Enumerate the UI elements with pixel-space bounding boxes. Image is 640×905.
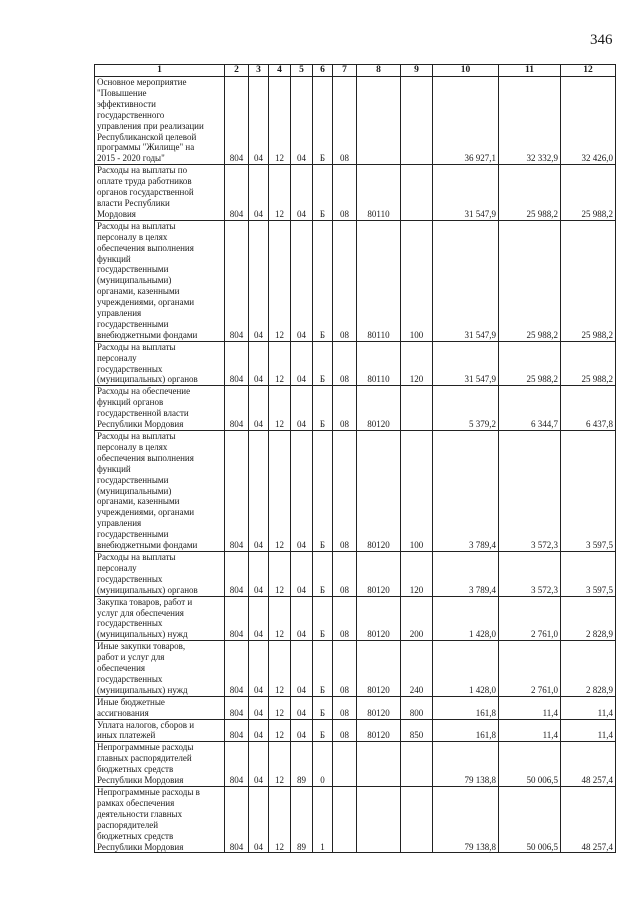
amount-cell-12: 11,4 xyxy=(561,696,616,719)
expense-item-name-line: государственных xyxy=(97,673,163,684)
amount-cell-12: 2 828,9 xyxy=(561,641,616,697)
code-cell-7: 08 xyxy=(333,341,357,386)
expense-item-name-line: учреждениями, органами xyxy=(97,507,195,518)
table-row xyxy=(95,787,616,853)
code-cell-2: 804 xyxy=(225,220,249,341)
expense-item-name-line: бюджетных средств xyxy=(97,830,174,841)
expense-item-name-line: (муниципальных) органов xyxy=(97,374,198,385)
code-cell-7: 08 xyxy=(333,596,357,641)
table-row xyxy=(95,719,616,742)
table-row xyxy=(95,551,616,596)
table-row xyxy=(95,742,616,787)
code-cell-6: Б xyxy=(313,719,333,742)
expense-item-name-line: Республики Мордовия xyxy=(97,419,184,430)
column-header-5: 5 xyxy=(291,65,313,77)
code-cell-5: 04 xyxy=(291,719,313,742)
code-cell-4: 12 xyxy=(269,787,291,853)
amount-cell-11: 6 344,7 xyxy=(499,386,561,431)
amount-cell-11: 50 006,5 xyxy=(499,787,561,853)
amount-cell-11: 3 572,3 xyxy=(499,431,561,552)
table-row xyxy=(95,77,616,165)
amount-cell-11: 2 761,0 xyxy=(499,596,561,641)
table-row xyxy=(95,696,616,719)
code-cell-8: 80110 xyxy=(357,220,401,341)
expense-item-name-line: государственных xyxy=(97,618,163,629)
code-cell-4: 12 xyxy=(269,77,291,165)
amount-cell-12: 3 597,5 xyxy=(561,431,616,552)
code-cell-8: 80120 xyxy=(357,719,401,742)
expense-item-name xyxy=(95,220,225,341)
code-cell-2: 804 xyxy=(225,696,249,719)
code-cell-8: 80120 xyxy=(357,641,401,697)
amount-cell-11: 11,4 xyxy=(499,719,561,742)
code-cell-7 xyxy=(333,787,357,853)
expense-item-name xyxy=(95,719,225,742)
expense-item-name-line: ассигнования xyxy=(97,707,149,718)
amount-cell-10: 31 547,9 xyxy=(433,165,499,221)
amount-cell-11: 25 988,2 xyxy=(499,341,561,386)
expense-item-name-line: функций xyxy=(97,463,131,474)
code-cell-7: 08 xyxy=(333,165,357,221)
expense-item-name-line: эффективности xyxy=(97,98,156,109)
expense-item-name-line: иных платежей xyxy=(97,730,156,741)
code-cell-5: 04 xyxy=(291,386,313,431)
expense-item-name-line: распорядителей xyxy=(97,819,159,830)
code-cell-9: 100 xyxy=(401,220,433,341)
table-row xyxy=(95,165,616,221)
code-cell-8: 80120 xyxy=(357,386,401,431)
expense-item-name-line: главных распорядителей xyxy=(97,753,192,764)
code-cell-9 xyxy=(401,77,433,165)
expense-item-name-line: органов государственной xyxy=(97,187,194,198)
expense-item-name-line: (муниципальными) xyxy=(97,275,172,286)
code-cell-4: 12 xyxy=(269,165,291,221)
code-cell-8: 80110 xyxy=(357,165,401,221)
expense-item-name-line: персоналу xyxy=(97,352,137,363)
code-cell-3: 04 xyxy=(249,551,269,596)
table-row xyxy=(95,596,616,641)
column-header-1: 1 xyxy=(95,65,225,77)
code-cell-6: Б xyxy=(313,386,333,431)
amount-cell-10: 31 547,9 xyxy=(433,220,499,341)
code-cell-3: 04 xyxy=(249,787,269,853)
code-cell-3: 04 xyxy=(249,742,269,787)
expense-item-name-line: 2015 - 2020 годы" xyxy=(97,153,165,164)
code-cell-7: 08 xyxy=(333,431,357,552)
amount-cell-10: 1 428,0 xyxy=(433,596,499,641)
code-cell-8: 80120 xyxy=(357,551,401,596)
expense-item-name-line: услуг для обеспечения xyxy=(97,607,184,618)
expense-item-name-line: Закупка товаров, работ и xyxy=(97,596,193,607)
expense-item-name xyxy=(95,551,225,596)
expense-item-name-line: (муниципальных) нужд xyxy=(97,684,188,695)
code-cell-4: 12 xyxy=(269,341,291,386)
page-number: 346 xyxy=(590,32,613,48)
code-cell-2: 804 xyxy=(225,596,249,641)
code-cell-3: 04 xyxy=(249,77,269,165)
column-header-9: 9 xyxy=(401,65,433,77)
expense-item-name-line: обеспечения xyxy=(97,663,146,674)
code-cell-7: 08 xyxy=(333,551,357,596)
expense-item-name xyxy=(95,787,225,853)
amount-cell-10: 1 428,0 xyxy=(433,641,499,697)
code-cell-6: 0 xyxy=(313,742,333,787)
amount-cell-12: 48 257,4 xyxy=(561,787,616,853)
code-cell-8 xyxy=(357,742,401,787)
code-cell-4: 12 xyxy=(269,551,291,596)
code-cell-2: 804 xyxy=(225,165,249,221)
code-cell-9: 100 xyxy=(401,431,433,552)
expense-item-name xyxy=(95,77,225,165)
expense-item-name xyxy=(95,341,225,386)
amount-cell-10: 5 379,2 xyxy=(433,386,499,431)
code-cell-9: 800 xyxy=(401,696,433,719)
code-cell-8 xyxy=(357,787,401,853)
table-row xyxy=(95,341,616,386)
expense-item-name-line: управления xyxy=(97,308,142,319)
expense-item-name-line: функций xyxy=(97,253,131,264)
code-cell-4: 12 xyxy=(269,719,291,742)
expense-item-name-line: органами, казенными xyxy=(97,496,180,507)
expense-item-name-line: бюджетных средств xyxy=(97,764,174,775)
expense-item-name-line: деятельности главных xyxy=(97,808,183,819)
expense-item-name-line: персоналу в целях xyxy=(97,231,168,242)
budget-table xyxy=(94,64,616,853)
expense-item-name-line: Республиканской целевой xyxy=(97,131,197,142)
expense-item-name-line: государственного xyxy=(97,109,165,120)
code-cell-9: 200 xyxy=(401,596,433,641)
expense-item-name-line: государственной власти xyxy=(97,408,189,419)
expense-item-name xyxy=(95,641,225,697)
expense-item-name-line: государственными xyxy=(97,529,169,540)
table-row xyxy=(95,641,616,697)
code-cell-5: 04 xyxy=(291,77,313,165)
table-row xyxy=(95,386,616,431)
amount-cell-11: 3 572,3 xyxy=(499,551,561,596)
code-cell-2: 804 xyxy=(225,551,249,596)
code-cell-5: 04 xyxy=(291,596,313,641)
code-cell-2: 804 xyxy=(225,77,249,165)
column-header-4: 4 xyxy=(269,65,291,77)
expense-item-name xyxy=(95,696,225,719)
amount-cell-12: 6 437,8 xyxy=(561,386,616,431)
code-cell-2: 804 xyxy=(225,386,249,431)
code-cell-4: 12 xyxy=(269,742,291,787)
code-cell-8: 80120 xyxy=(357,596,401,641)
code-cell-9: 120 xyxy=(401,551,433,596)
amount-cell-10: 161,8 xyxy=(433,719,499,742)
amount-cell-11: 32 332,9 xyxy=(499,77,561,165)
amount-cell-10: 31 547,9 xyxy=(433,341,499,386)
code-cell-9 xyxy=(401,742,433,787)
column-header-2: 2 xyxy=(225,65,249,77)
table-row xyxy=(95,431,616,552)
expense-item-name-line: обеспечения выполнения xyxy=(97,452,194,463)
code-cell-8: 80120 xyxy=(357,431,401,552)
code-cell-2: 804 xyxy=(225,742,249,787)
expense-item-name-line: Расходы на выплаты xyxy=(97,551,176,562)
column-header-6: 6 xyxy=(313,65,333,77)
expense-item-name-line: оплате труда работников xyxy=(97,176,192,187)
expense-item-name-line: органами, казенными xyxy=(97,286,180,297)
code-cell-2: 804 xyxy=(225,431,249,552)
code-cell-4: 12 xyxy=(269,431,291,552)
column-header-7: 7 xyxy=(333,65,357,77)
code-cell-2: 804 xyxy=(225,641,249,697)
code-cell-6: Б xyxy=(313,220,333,341)
column-header-8: 8 xyxy=(357,65,401,77)
expense-item-name-line: программы "Жилище" на xyxy=(97,142,195,153)
expense-item-name xyxy=(95,742,225,787)
amount-cell-10: 79 138,8 xyxy=(433,742,499,787)
amount-cell-12: 25 988,2 xyxy=(561,165,616,221)
amount-cell-12: 11,4 xyxy=(561,719,616,742)
code-cell-5: 04 xyxy=(291,696,313,719)
expense-item-name-line: Расходы на обеспечение xyxy=(97,386,191,397)
expense-item-name-line: управления при реализации xyxy=(97,120,204,131)
amount-cell-10: 3 789,4 xyxy=(433,431,499,552)
code-cell-5: 04 xyxy=(291,165,313,221)
amount-cell-12: 32 426,0 xyxy=(561,77,616,165)
expense-item-name-line: управления xyxy=(97,518,142,529)
expense-item-name-line: персоналу в целях xyxy=(97,441,168,452)
amount-cell-10: 36 927,1 xyxy=(433,77,499,165)
code-cell-5: 04 xyxy=(291,641,313,697)
code-cell-4: 12 xyxy=(269,220,291,341)
code-cell-3: 04 xyxy=(249,641,269,697)
expense-item-name-line: внебюджетными фондами xyxy=(97,540,198,551)
code-cell-7: 08 xyxy=(333,220,357,341)
code-cell-9: 850 xyxy=(401,719,433,742)
expense-item-name-line: Иные бюджетные xyxy=(97,696,165,707)
expense-item-name-line: "Повышение xyxy=(97,87,147,98)
amount-cell-11: 50 006,5 xyxy=(499,742,561,787)
code-cell-4: 12 xyxy=(269,641,291,697)
expense-item-name-line: Мордовия xyxy=(97,208,136,219)
code-cell-2: 804 xyxy=(225,719,249,742)
code-cell-9 xyxy=(401,787,433,853)
amount-cell-12: 25 988,2 xyxy=(561,341,616,386)
expense-item-name-line: государственными xyxy=(97,474,169,485)
amount-cell-10: 3 789,4 xyxy=(433,551,499,596)
code-cell-3: 04 xyxy=(249,341,269,386)
expense-item-name-line: государственными xyxy=(97,264,169,275)
code-cell-5: 04 xyxy=(291,341,313,386)
code-cell-5: 04 xyxy=(291,431,313,552)
code-cell-7: 08 xyxy=(333,641,357,697)
code-cell-6: Б xyxy=(313,696,333,719)
code-cell-2: 804 xyxy=(225,341,249,386)
code-cell-3: 04 xyxy=(249,386,269,431)
column-header-12: 12 xyxy=(561,65,616,77)
expense-item-name-line: Расходы на выплаты xyxy=(97,220,176,231)
expense-item-name-line: обеспечения выполнения xyxy=(97,242,194,253)
expense-item-name xyxy=(95,165,225,221)
expense-item-name-line: Расходы на выплаты xyxy=(97,431,176,441)
expense-item-name-line: учреждениями, органами xyxy=(97,297,195,308)
expense-item-name-line: рамках обеспечения xyxy=(97,797,175,808)
expense-item-name-line: Непрограммные расходы xyxy=(97,742,194,753)
amount-cell-12: 3 597,5 xyxy=(561,551,616,596)
code-cell-9 xyxy=(401,165,433,221)
code-cell-5: 04 xyxy=(291,551,313,596)
code-cell-6: Б xyxy=(313,341,333,386)
code-cell-7 xyxy=(333,742,357,787)
expense-item-name-line: Расходы на выплаты xyxy=(97,341,176,352)
expense-item-name-line: государственных xyxy=(97,573,163,584)
column-header-11: 11 xyxy=(499,65,561,77)
code-cell-3: 04 xyxy=(249,596,269,641)
amount-cell-11: 25 988,2 xyxy=(499,165,561,221)
code-cell-3: 04 xyxy=(249,719,269,742)
code-cell-8 xyxy=(357,77,401,165)
header-row xyxy=(95,65,616,77)
amount-cell-11: 11,4 xyxy=(499,696,561,719)
code-cell-5: 89 xyxy=(291,787,313,853)
code-cell-3: 04 xyxy=(249,431,269,552)
code-cell-9: 120 xyxy=(401,341,433,386)
code-cell-9 xyxy=(401,386,433,431)
code-cell-6: Б xyxy=(313,165,333,221)
code-cell-6: Б xyxy=(313,431,333,552)
expense-item-name-line: работ и услуг для xyxy=(97,652,165,663)
expense-item-name xyxy=(95,596,225,641)
code-cell-8: 80120 xyxy=(357,696,401,719)
expense-item-name-line: (муниципальных) нужд xyxy=(97,629,188,640)
code-cell-6: 1 xyxy=(313,787,333,853)
table-body xyxy=(95,77,616,853)
code-cell-8: 80110 xyxy=(357,341,401,386)
expense-item-name xyxy=(95,386,225,431)
expense-item-name-line: Расходы на выплаты по xyxy=(97,165,188,176)
column-header-3: 3 xyxy=(249,65,269,77)
code-cell-4: 12 xyxy=(269,696,291,719)
code-cell-3: 04 xyxy=(249,696,269,719)
code-cell-4: 12 xyxy=(269,596,291,641)
amount-cell-12: 25 988,2 xyxy=(561,220,616,341)
amount-cell-11: 2 761,0 xyxy=(499,641,561,697)
expense-item-name-line: Непрограммные расходы в xyxy=(97,787,200,797)
code-cell-5: 89 xyxy=(291,742,313,787)
code-cell-2: 804 xyxy=(225,787,249,853)
expense-item-name-line: государственными xyxy=(97,318,169,329)
code-cell-7: 08 xyxy=(333,386,357,431)
amount-cell-12: 48 257,4 xyxy=(561,742,616,787)
expense-item-name-line: Основное мероприятие xyxy=(97,77,187,87)
code-cell-3: 04 xyxy=(249,165,269,221)
expense-item-name-line: Республики Мордовия xyxy=(97,841,184,852)
code-cell-7: 08 xyxy=(333,77,357,165)
code-cell-6: Б xyxy=(313,551,333,596)
code-cell-6: Б xyxy=(313,596,333,641)
code-cell-7: 08 xyxy=(333,696,357,719)
expense-item-name-line: власти Республики xyxy=(97,197,170,208)
amount-cell-12: 2 828,9 xyxy=(561,596,616,641)
amount-cell-11: 25 988,2 xyxy=(499,220,561,341)
code-cell-9: 240 xyxy=(401,641,433,697)
code-cell-7: 08 xyxy=(333,719,357,742)
code-cell-6: Б xyxy=(313,641,333,697)
expense-item-name xyxy=(95,431,225,552)
code-cell-5: 04 xyxy=(291,220,313,341)
expense-item-name-line: персоналу xyxy=(97,562,137,573)
expense-item-name-line: (муниципальных) органов xyxy=(97,584,198,595)
code-cell-6: Б xyxy=(313,77,333,165)
expense-item-name-line: Уплата налогов, сборов и xyxy=(97,719,195,730)
code-cell-4: 12 xyxy=(269,386,291,431)
expense-item-name-line: государственных xyxy=(97,363,163,374)
expense-item-name-line: (муниципальными) xyxy=(97,485,172,496)
expense-item-name-line: Иные закупки товаров, xyxy=(97,641,186,652)
column-header-10: 10 xyxy=(433,65,499,77)
expense-item-name-line: внебюджетными фондами xyxy=(97,329,198,340)
expense-item-name-line: функций органов xyxy=(97,397,164,408)
table-row xyxy=(95,220,616,341)
amount-cell-10: 79 138,8 xyxy=(433,787,499,853)
amount-cell-10: 161,8 xyxy=(433,696,499,719)
code-cell-3: 04 xyxy=(249,220,269,341)
expense-item-name-line: Республики Мордовия xyxy=(97,775,184,786)
